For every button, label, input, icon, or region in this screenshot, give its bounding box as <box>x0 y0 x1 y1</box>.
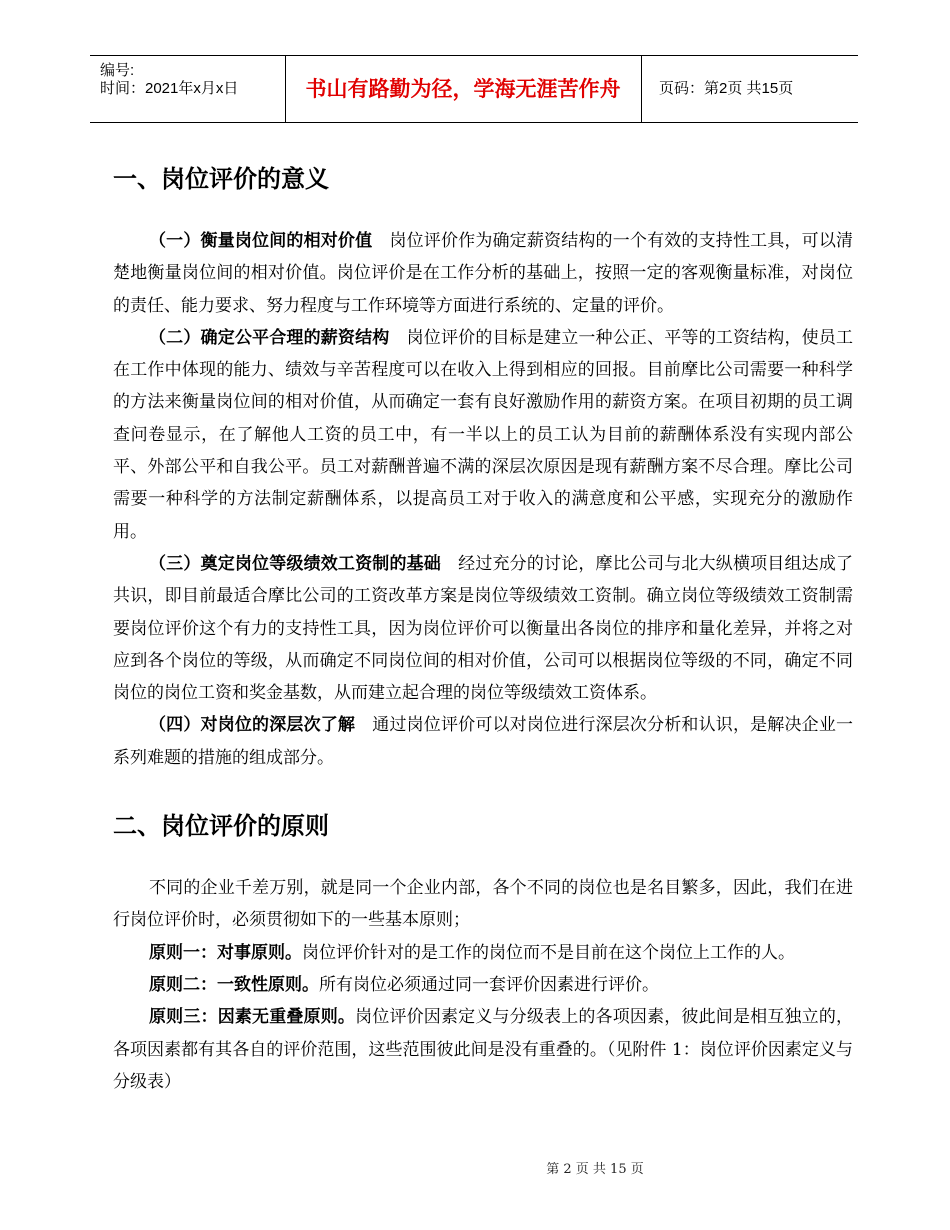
section-1-paragraphs <box>113 225 853 774</box>
principle-key: 原则三：因素无重叠原则。 <box>149 1007 356 1028</box>
paragraph-key: （三）奠定岗位等级绩效工资制的基础 <box>149 553 441 574</box>
principle-key: 原则二：一致性原则。 <box>149 974 319 995</box>
paragraph <box>113 322 853 548</box>
paragraph: 不同的企业千差万别，就是同一个企业内部，各个不同的岗位也是名目繁多，因此，我们在进行岗位评价时，必须贯彻如下的一些基本原则； <box>113 878 853 931</box>
paragraph <box>113 937 853 969</box>
paragraph-key: （一）衡量岗位间的相对价值 <box>149 231 373 251</box>
paragraph <box>113 1001 853 1098</box>
paragraph-text: 经过充分的讨论，摩比公司与北大纵横项目组达成了共识，即目前最适合摩比公司的工资改革方案是岗位等级绩效工资制。确立岗位等级绩效工资制需要岗位评价这个有力的支持性工具，因为岗位评价可以衡量出各岗位的排序和量化差异，并将之对应到各个岗位的等级，从而确定不同岗位间的相对价值，公司可以根据岗位等级的不同，确定不同岗位的岗位工资和奖金基数，从而建立起合理的岗位等级绩效工资体系。 <box>113 553 854 704</box>
paragraph-key: （四）对岗位的深层次了解 <box>149 715 356 736</box>
paragraph <box>113 225 853 322</box>
paragraph-text: 岗位评价的目标是建立一种公正、平等的工资结构，使员工在工作中体现的能力、绩效与辛苦程度可以在收入上得到相应的回报。目前摩比公司需要一种科学的方法来衡量岗位间的相对价值，从而确定一套有良好激励作用的薪资方案。在项目初期的员工调查问卷显示，在了解他人工资的员工中，有一半以上的员工认为目前的薪酬体系没有实现内部公平、外部公平和自我公平。员工对薪酬普遍不满的深层次原因是现有薪酬方案不尽合理。摩比公司需要一种科学的方法制定薪酬体系，以提高员工对于收入的满意度和公平感，实现充分的激励作用。 <box>113 327 854 542</box>
principle-key: 原则一：对事原则。 <box>149 942 302 963</box>
paragraph-text: 通过岗位评价可以对岗位进行深层次分析和认识，是解决企业一系列难题的措施的组成部分。 <box>113 715 854 768</box>
paragraph-text: 所有岗位必须通过同一套评价因素进行评价。 <box>319 974 659 995</box>
header-motto: 书山有路勤为径，学海无涯苦作舟 <box>305 77 621 101</box>
document-time-label: 时间：2021年x月x日 <box>100 80 239 97</box>
paragraph <box>113 969 853 1001</box>
paragraph-text: 岗位评价作为确定薪资结构的一个有效的支持性工具，可以清楚地衡量岗位间的相对价值。岗位评价是在工作分析的基础上，按照一定的客观衡量标准，对岗位的责任、能力要求、努力程度与工作环境等方面进行系统的、定量的评价。 <box>113 231 854 316</box>
paragraph-key: （二）确定公平合理的薪资结构 <box>149 327 390 348</box>
footer-page-number: 第 2 页 共 15 页 <box>546 1162 644 1177</box>
header-meta <box>90 56 285 122</box>
paragraph <box>113 709 853 774</box>
paragraph <box>113 548 853 709</box>
paragraph-text: 岗位评价针对的是工作的岗位而不是目前在这个岗位上工作的人。 <box>302 942 795 963</box>
document-body <box>113 155 853 1098</box>
paragraph-text: 岗位评价因素定义与分级表上的各项因素，彼此间是相互独立的，各项因素都有其各自的评价范围，这些范围彼此间是没有重叠的。（见附件 1：岗位评价因素定义与分级表） <box>113 1007 854 1092</box>
document-number-label: 编号: <box>100 62 135 79</box>
page-header <box>90 55 858 123</box>
section-2-paragraphs <box>113 872 853 1098</box>
section-heading: 一、岗位评价的意义 <box>113 165 329 193</box>
section-heading: 二、岗位评价的原则 <box>113 812 329 841</box>
page-footer <box>0 1158 950 1177</box>
header-page-number: 页码：第2页 共15页 <box>659 80 794 97</box>
